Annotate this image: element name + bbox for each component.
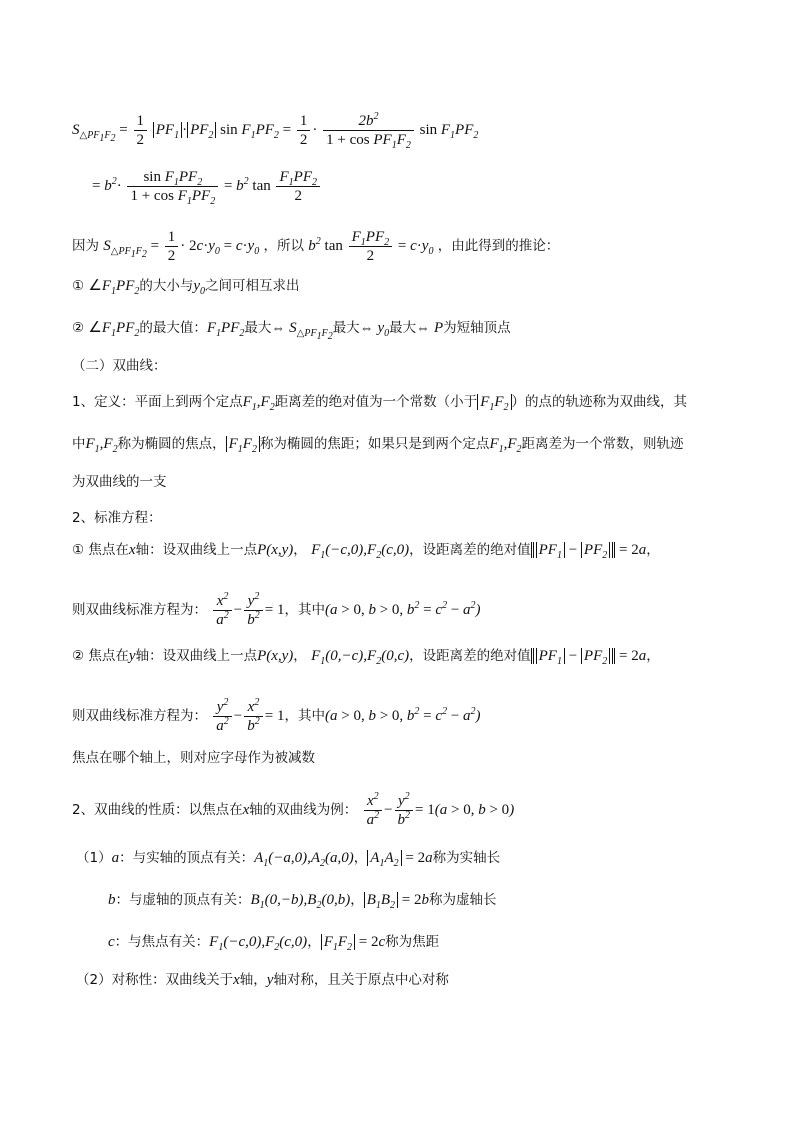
definition-text-a: 距离差的绝对值为一个常数（小于 xyxy=(274,394,478,410)
properties-label: 2、双曲线的性质：以焦点在x轴的双曲线为例： $\frac{x^2}{a^2}$ − $\frac{y^2}{b^2}$ = 1(a > 0, b > 0) xyxy=(72,791,515,828)
y-eq-a: 则双曲线标准方程为： xyxy=(72,707,207,724)
corollary-1-tail: 之间可相互求出 xyxy=(205,278,300,294)
corollary-1: ① $\angle F_1PF_2$的大小与$y_0$之间可相互求出 xyxy=(72,278,300,297)
y-case-c: ， xyxy=(293,648,307,664)
x-case-d: ，设距离差的绝对值 xyxy=(409,542,531,558)
y-case-a: ② 焦点在 xyxy=(72,648,129,664)
definition-line-3: 为双曲线的一支 xyxy=(72,474,167,490)
corollary-2-number: ② xyxy=(72,320,85,336)
corollary-1-text: 的大小与 xyxy=(139,278,194,294)
standard-eq-label: 2、标准方程： xyxy=(72,510,162,526)
property-c-name: 称为焦距 xyxy=(385,934,440,950)
conclusion-tail: ，由此得到的推论： xyxy=(437,237,560,254)
symmetry-a: （2）对称性：双曲线关于 xyxy=(76,972,234,988)
property-a: （1）a：与实轴的顶点有关：$A_1(-a,0),A_2(a,0)$， $A_1A_2 = 2a$称为实轴长 xyxy=(76,850,501,869)
area-formula-line-2: = $b^2\cdot$ $\frac{\sin F_1PF_2}{1 + \cos F_1PF_2}$ = $b^2$ tan $\frac{F_1PF_2}{2}$ xyxy=(92,168,322,205)
definition-text-b: ）的点的轨迹称为双曲线，其 xyxy=(511,394,688,410)
section-title: （二）双曲线： xyxy=(72,358,167,374)
definition-line-2: 中$F_1,F_2$称为椭圆的焦点， $F_1F_2$ 称为椭圆的焦距；如果只是到两个定点$F_1,F_2$距离差为一个常数，则轨迹 xyxy=(72,436,684,455)
y-case-b: 轴：设双曲线上一点 xyxy=(135,648,258,664)
conclusion-lead: 因为 xyxy=(72,237,99,254)
definition-line2-c: 称为椭圆的焦距；如果只是到两个定点 xyxy=(259,436,490,452)
x-case-c: ， xyxy=(293,542,307,558)
property-b-name: 称为虚轴长 xyxy=(429,892,497,908)
symmetry-c: 轴对称，且关于原点中心对称 xyxy=(273,972,449,988)
x-focus-equation: 则双曲线标准方程为： $\frac{x^2}{a^2}$ − $\frac{y^2}{b^2}$ = 1，其中(a > 0, b > 0, $b^2 = c^2 - a^2$) xyxy=(72,591,481,628)
x-case-a: ① 焦点在 xyxy=(72,542,129,558)
symmetry-b: 轴， xyxy=(239,972,267,988)
area-conclusion: 因为 $S_{\triangle PF_1F_2}$ = $\frac{1}{2}$ · $2c\cdot y_0 = c\cdot y_0$ ，所以 $b^2$ tan $\frac{F_1PF_2}{2}$ = $c\cdot y_0$ ，由此得到的推论： xyxy=(72,229,560,264)
y-focus-equation: 则双曲线标准方程为： $\frac{y^2}{a^2}$ − $\frac{x^2}{b^2}$ = 1，其中(a > 0, b > 0, $b^2 = c^2 - a^2$) xyxy=(72,697,481,734)
corollary-2-vertex: 为短轴顶点 xyxy=(443,320,511,336)
property-a-text: ：与实轴的顶点有关： xyxy=(119,850,255,866)
corollary-2-max-b: 最大 xyxy=(332,320,360,336)
corollary-2-text: 的最大值： xyxy=(139,320,207,336)
x-case-b: 轴：设双曲线上一点 xyxy=(135,542,258,558)
property-b-sep: ， xyxy=(350,892,364,908)
definition-line-1: 1、定义：平面上到两个定点$F_1,F_2$距离差的绝对值为一个常数（小于 $F_1F_2$ ）的点的轨迹称为双曲线，其 xyxy=(72,394,688,413)
x-focus-setup: ① 焦点在x轴：设双曲线上一点P(x,y)， $F_1(-c,0),F_2(c,0)$，设距离差的绝对值 $PF_1 - PF_2 = 2a$， xyxy=(72,542,660,561)
definition-line2-d: 距离差为一个常数，则轨迹 xyxy=(521,436,684,452)
subtrahend-note: 焦点在哪个轴上，则对应字母作为被减数 xyxy=(72,750,315,766)
definition-label: 1、定义：平面上到两个定点 xyxy=(72,394,243,410)
properties-label-a: 2、双曲线的性质：以焦点在 xyxy=(72,801,243,818)
property-b: b：与虚轴的顶点有关：$B_1(0,-b),B_2(0,b)$， $B_1B_2 = 2b$称为虚轴长 xyxy=(108,892,497,911)
definition-line2-b: 称为椭圆的焦点， xyxy=(117,436,226,452)
property-b-text: ：与虚轴的顶点有关： xyxy=(115,892,251,908)
corollary-1-number: ① xyxy=(72,278,85,294)
definition-line2-a: 中 xyxy=(72,436,86,452)
property-c: c：与焦点有关：$F_1(-c,0),F_2(c,0)$， $F_1F_2 = 2c$称为焦距 xyxy=(108,934,440,953)
equals-sign: = xyxy=(92,177,105,194)
property-a-sep: ， xyxy=(353,850,368,866)
y-case-d: ，设距离差的绝对值 xyxy=(409,648,531,664)
property-c-text: ：与焦点有关： xyxy=(114,934,210,950)
x-eq-a: 则双曲线标准方程为： xyxy=(72,601,207,618)
property-1-number: （1） xyxy=(76,850,112,866)
properties-label-b: 轴的双曲线为例： xyxy=(249,801,358,818)
property-a-name: 称为实轴长 xyxy=(432,850,501,866)
corollary-2-max-a: 最大 xyxy=(244,320,272,336)
property-c-sep: ， xyxy=(307,934,321,950)
corollary-2: ② $\angle F_1PF_2$的最大值：$F_1PF_2$最大⇔ $S_{\triangle PF_1F_2}$最大⇔ $y_0$最大⇔ P为短轴顶点 xyxy=(72,320,511,342)
y-focus-setup: ② 焦点在y轴：设双曲线上一点P(x,y)， $F_1(0,-c),F_2(0,c)$，设距离差的绝对值 $PF_1 - PF_2 = 2a$， xyxy=(72,648,660,667)
conclusion-mid: ，所以 xyxy=(263,237,304,254)
corollary-2-max-c: 最大 xyxy=(389,320,417,336)
area-formula-line-1: $S_{\triangle PF_1F_2}$ = $\frac{1}{2}$ $PF_1 \cdot PF_2$ $\sin F_1PF_2$ = $\frac{1}{2}$ · $\frac{2b^2}{1 + \cos PF_1F_2}$ $\sin F_1PF_2$ xyxy=(72,111,479,151)
y-eq-b: ，其中 xyxy=(284,707,325,724)
symmetry-property: （2）对称性：双曲线关于x轴，y轴对称，且关于原点中心对称 xyxy=(76,972,449,988)
x-eq-b: ，其中 xyxy=(284,601,325,618)
